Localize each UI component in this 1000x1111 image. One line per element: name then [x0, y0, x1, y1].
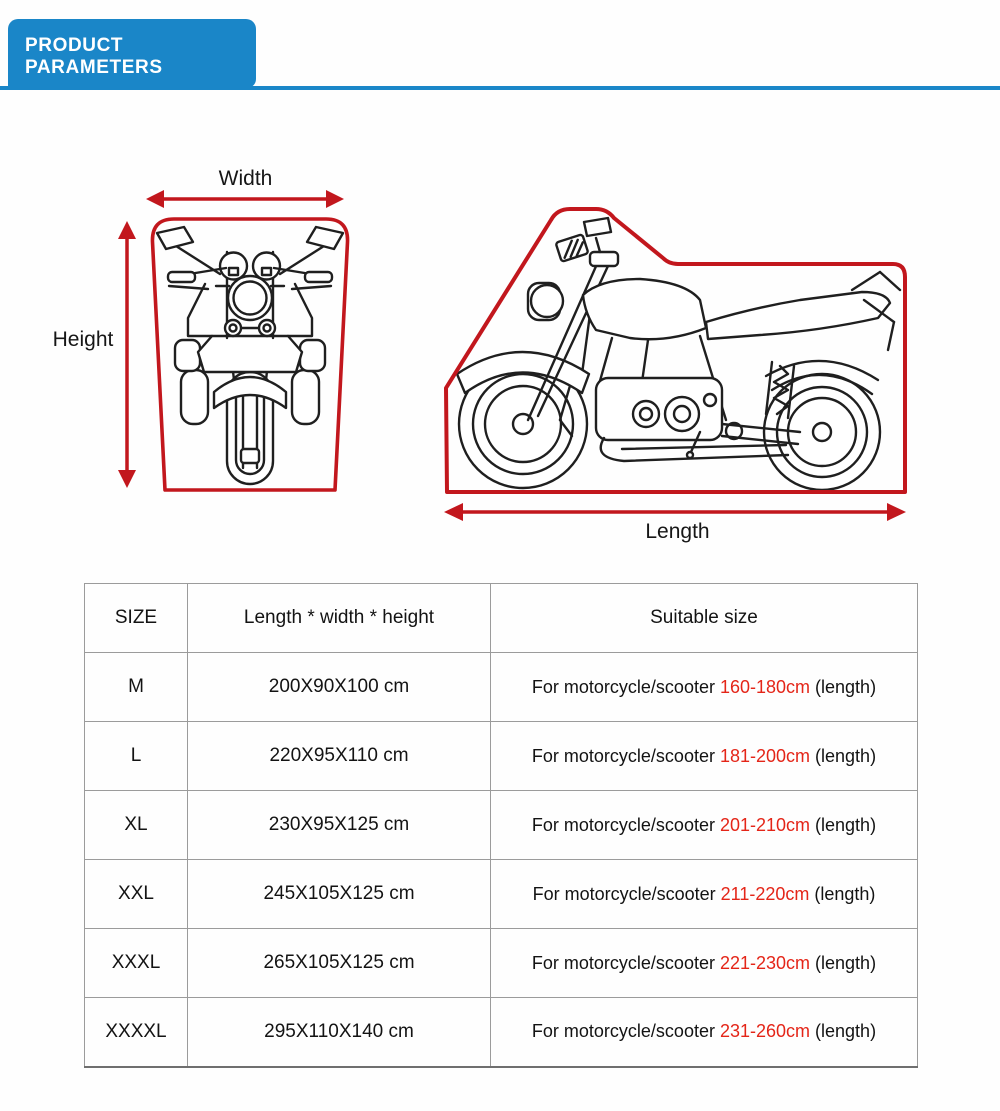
dimensions-cell: 245X105X125 cm	[188, 860, 491, 929]
suitable-cell	[491, 722, 918, 791]
height-arrow-icon	[118, 221, 136, 488]
section-header-tab	[8, 19, 256, 88]
suitable-suffix: (length)	[810, 952, 877, 973]
column-header-size: SIZE	[85, 584, 188, 653]
width-arrow-icon	[146, 190, 344, 208]
suitable-suffix: (length)	[810, 676, 877, 697]
dimensions-cell: 265X105X125 cm	[188, 929, 491, 998]
suitable-prefix: For motorcycle/scooter	[531, 676, 720, 697]
width-label: Width	[218, 167, 273, 190]
table-row	[85, 929, 918, 998]
suitable-cell	[491, 791, 918, 860]
size-cell: L	[85, 722, 188, 791]
suitable-range: 221-230cm	[719, 952, 811, 973]
length-arrow-icon	[444, 503, 906, 521]
suitable-range: 181-200cm	[719, 745, 811, 766]
suitable-cell	[491, 929, 918, 998]
suitable-cell	[491, 998, 918, 1067]
suitable-prefix: For motorcycle/scooter	[531, 814, 720, 835]
column-header-dimensions: Length * width * height	[188, 584, 491, 653]
size-cell: M	[85, 653, 188, 722]
column-header-suitable: Suitable size	[491, 584, 918, 653]
size-cell: XXXXL	[85, 998, 188, 1067]
suitable-cell	[491, 653, 918, 722]
suitable-suffix: (length)	[810, 745, 877, 766]
dimensions-cell: 230X95X125 cm	[188, 791, 491, 860]
length-label: Length	[645, 520, 710, 543]
height-label: Height	[52, 328, 114, 351]
header-divider	[0, 86, 1000, 90]
motorcycle-side-line-art	[457, 218, 900, 490]
page-title: PRODUCT PARAMETERS	[25, 34, 163, 78]
motorcycle-front-line-art	[157, 227, 343, 484]
dimensions-cell: 220X95X110 cm	[188, 722, 491, 791]
dimensions-cell: 200X90X100 cm	[188, 653, 491, 722]
table-row	[85, 998, 918, 1067]
suitable-range: 231-260cm	[719, 1021, 811, 1042]
suitable-prefix: For motorcycle/scooter	[531, 952, 720, 973]
table-row	[85, 860, 918, 929]
table-header-row	[85, 584, 918, 653]
size-cell: XL	[85, 791, 188, 860]
suitable-range: 160-180cm	[719, 676, 811, 697]
dimensions-cell: 295X110X140 cm	[188, 998, 491, 1067]
suitable-prefix: For motorcycle/scooter	[532, 883, 721, 904]
size-cell: XXXL	[85, 929, 188, 998]
table-row	[85, 791, 918, 860]
suitable-prefix: For motorcycle/scooter	[531, 745, 720, 766]
suitable-suffix: (length)	[809, 883, 876, 904]
dimension-diagram	[0, 140, 1000, 570]
suitable-suffix: (length)	[810, 814, 877, 835]
size-cell: XXL	[85, 860, 188, 929]
size-table	[84, 583, 918, 1068]
suitable-cell	[491, 860, 918, 929]
table-row	[85, 722, 918, 791]
suitable-suffix: (length)	[810, 1021, 877, 1042]
suitable-range: 211-220cm	[720, 883, 810, 904]
suitable-range: 201-210cm	[719, 814, 811, 835]
table-row	[85, 653, 918, 722]
suitable-prefix: For motorcycle/scooter	[531, 1021, 720, 1042]
